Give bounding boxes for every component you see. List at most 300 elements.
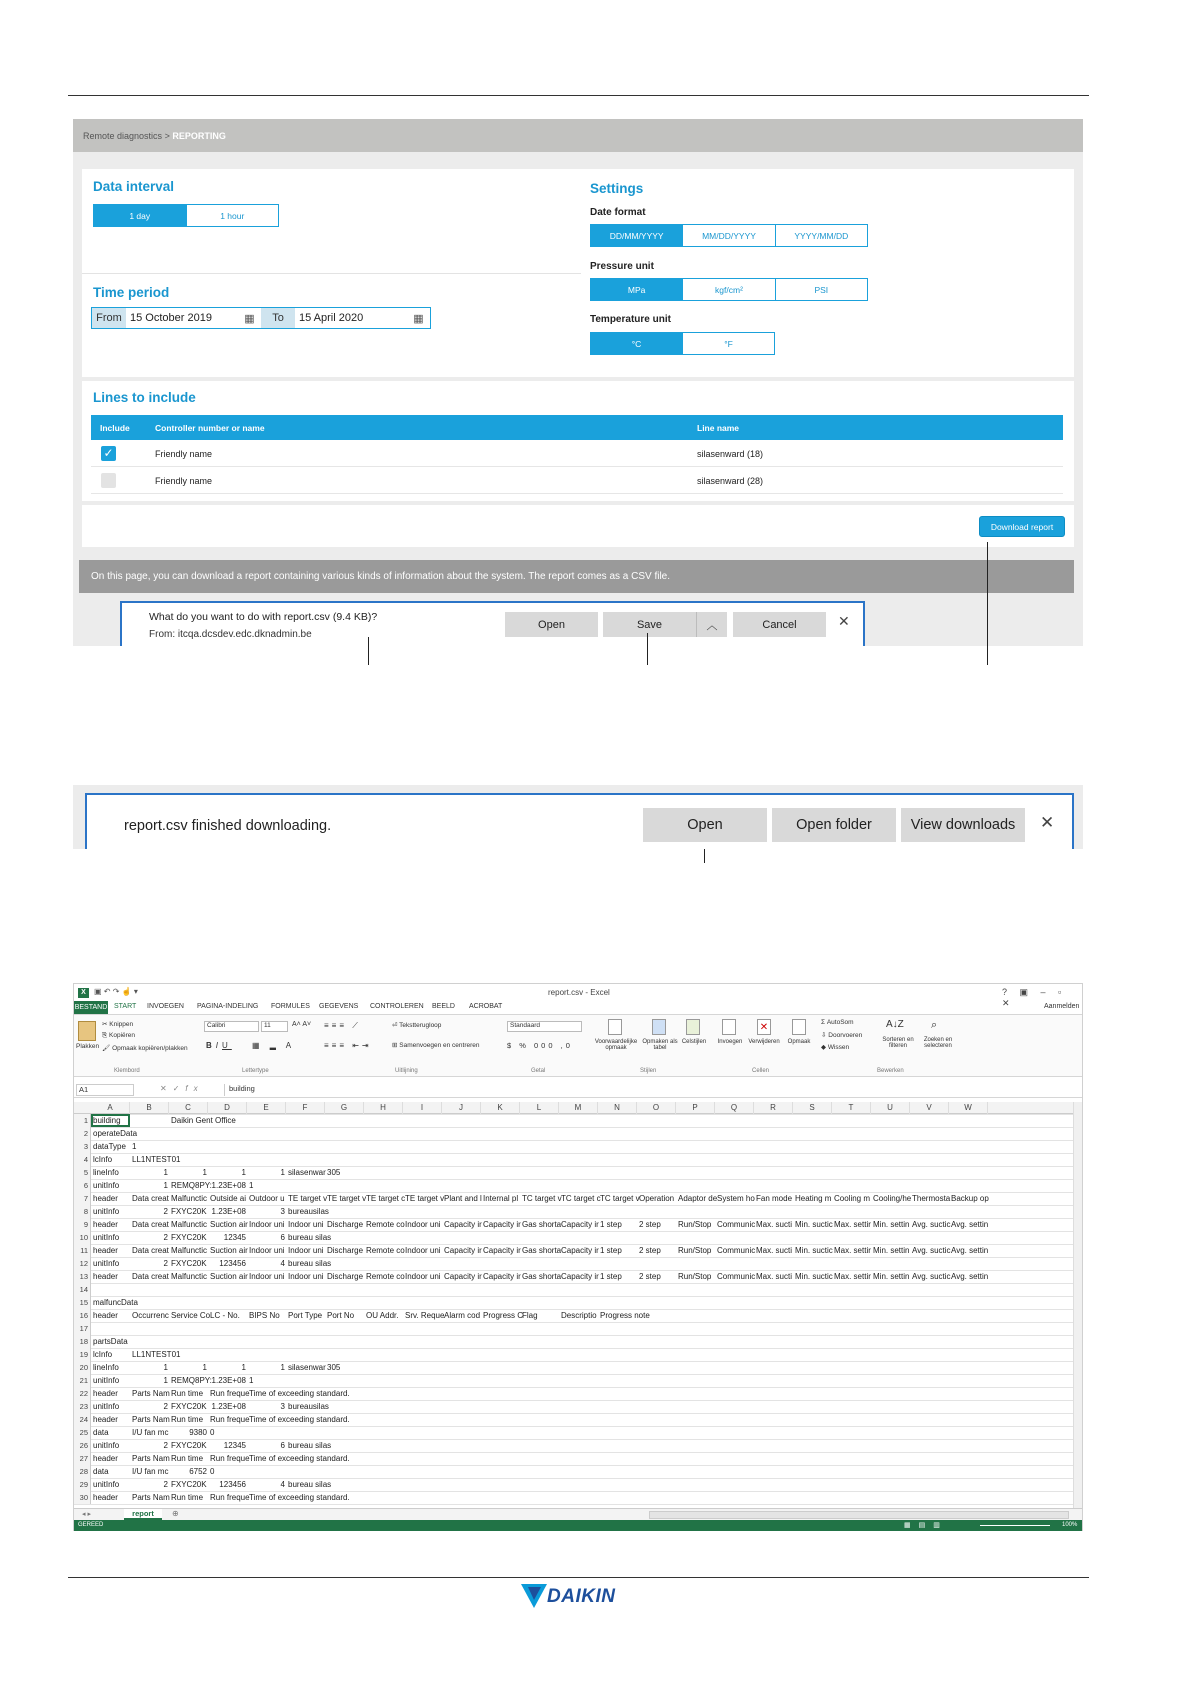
cell[interactable]: malfuncData [93, 1298, 138, 1307]
cell[interactable]: 12345 [223, 1441, 246, 1450]
to-date-input[interactable]: 15 April 2020 [299, 312, 364, 324]
cell[interactable]: Capacity ir [561, 1246, 599, 1255]
cell[interactable]: 305 [327, 1168, 341, 1177]
number-format-select[interactable]: Standaard [507, 1021, 582, 1032]
formula-input[interactable]: building [224, 1084, 1074, 1096]
zoom-slider[interactable] [980, 1525, 1050, 1526]
view-mode-icons[interactable]: ▦▤▥ [904, 1522, 948, 1529]
cell[interactable]: Data creat [132, 1194, 169, 1203]
column-header[interactable]: E [247, 1102, 286, 1114]
pressure-mpa[interactable]: MPa [591, 279, 683, 300]
cell[interactable]: 1 [249, 1181, 254, 1190]
row-header[interactable]: 17 [74, 1322, 91, 1335]
cell[interactable]: OU Addr. [366, 1311, 399, 1320]
cell[interactable]: Communic [717, 1220, 756, 1229]
cell[interactable]: bureau silas [288, 1480, 332, 1489]
interval-1-hour[interactable]: 1 hour [220, 210, 245, 221]
cell[interactable]: Indoor uni [405, 1272, 441, 1281]
cell[interactable]: 1 [163, 1168, 168, 1177]
cell[interactable]: unitInfo [93, 1181, 120, 1190]
temperature-fahrenheit[interactable]: °F [724, 338, 733, 349]
cell[interactable]: Avg. settin [951, 1246, 989, 1255]
cell[interactable]: TE target c [366, 1194, 406, 1203]
cell[interactable]: Plant and l [444, 1194, 482, 1203]
cell[interactable]: Discharge [327, 1272, 364, 1281]
cell[interactable]: Malfunctic [171, 1272, 208, 1281]
bold-italic-underline-icon[interactable]: BIU [206, 1041, 232, 1050]
cell[interactable]: Indoor uni [405, 1246, 441, 1255]
cell[interactable]: Run time [171, 1415, 204, 1424]
cell[interactable]: Remote co [366, 1220, 405, 1229]
add-sheet-icon[interactable]: ⊕ [172, 1509, 179, 1518]
wrap-text-button[interactable] [392, 1021, 441, 1029]
include-checkbox-unchecked[interactable] [101, 473, 116, 488]
cell[interactable]: Time of exceeding standard. [249, 1454, 350, 1463]
cell[interactable]: Service Co [171, 1311, 211, 1320]
cell[interactable]: Run time [171, 1493, 204, 1502]
cell[interactable]: header [93, 1389, 118, 1398]
cell[interactable]: operateData [93, 1129, 138, 1138]
cell[interactable]: TC target c [561, 1194, 601, 1203]
cell[interactable]: Heating m [795, 1194, 832, 1203]
cell[interactable]: I/U fan mc [132, 1428, 169, 1437]
cell[interactable]: Run time [171, 1454, 204, 1463]
row-header[interactable]: 23 [74, 1400, 91, 1413]
column-header[interactable]: G [325, 1102, 364, 1114]
cell[interactable]: 4 [280, 1259, 285, 1268]
format-painter-button[interactable] [102, 1044, 188, 1052]
cell[interactable]: Avg. settin [951, 1220, 989, 1229]
column-header[interactable]: R [754, 1102, 793, 1114]
cell[interactable]: Max. settir [834, 1220, 871, 1229]
insert-cells-button[interactable]: Invoegen [717, 1039, 743, 1045]
column-header[interactable]: F [286, 1102, 325, 1114]
cell[interactable]: Min. settin [873, 1220, 910, 1229]
cell[interactable]: Port Type [288, 1311, 323, 1320]
calendar-icon[interactable]: ▦ [413, 312, 424, 325]
row-header[interactable]: 25 [74, 1426, 91, 1439]
cell[interactable]: Indoor uni [288, 1220, 324, 1229]
window-controls-icon[interactable]: ? ▣ – ▫ ✕ [1002, 987, 1067, 1008]
cell[interactable]: Daikin Gent Office [171, 1116, 236, 1125]
cell[interactable]: unitInfo [93, 1233, 120, 1242]
signin-link[interactable]: Aanmelden [1044, 1003, 1080, 1010]
cell[interactable]: data [93, 1467, 109, 1476]
cell[interactable]: Run/Stop [678, 1272, 712, 1281]
cell[interactable]: LC - No. [210, 1311, 240, 1320]
cell[interactable]: 1.23E+08 [211, 1181, 246, 1190]
cell[interactable]: 6 [280, 1441, 285, 1450]
date-format-yyyymmdd[interactable]: YYYY/MM/DD [794, 230, 849, 241]
column-header[interactable]: S [793, 1102, 832, 1114]
cell[interactable]: Capacity ir [444, 1220, 482, 1229]
cell[interactable]: Parts Nam [132, 1454, 170, 1463]
cell[interactable]: TE target v [288, 1194, 328, 1203]
cell[interactable]: unitInfo [93, 1376, 120, 1385]
cell[interactable]: 4 [280, 1480, 285, 1489]
column-header[interactable]: L [520, 1102, 559, 1114]
cell[interactable]: Capacity ir [561, 1272, 599, 1281]
cell[interactable]: Parts Nam [132, 1389, 170, 1398]
cell[interactable]: 1 [249, 1376, 254, 1385]
column-header[interactable]: W [949, 1102, 988, 1114]
row-header[interactable]: 15 [74, 1296, 91, 1309]
cell[interactable]: 1 [202, 1363, 207, 1372]
cell[interactable]: Remote co [366, 1272, 405, 1281]
cell[interactable]: Capacity ir [483, 1220, 521, 1229]
cell[interactable]: 3 [280, 1207, 285, 1216]
cell[interactable]: FXYC20K [171, 1441, 207, 1450]
cell[interactable]: Suction air [210, 1246, 248, 1255]
cell[interactable]: 123456 [219, 1480, 246, 1489]
name-box[interactable]: A1 [76, 1084, 134, 1096]
cell[interactable]: Run/Stop [678, 1220, 712, 1229]
cell[interactable]: unitInfo [93, 1441, 120, 1450]
cell[interactable]: header [93, 1311, 118, 1320]
column-header[interactable]: K [481, 1102, 520, 1114]
column-header[interactable]: N [598, 1102, 637, 1114]
cell[interactable]: 2 [163, 1480, 168, 1489]
cell[interactable]: lcInfo [93, 1350, 113, 1359]
row-header[interactable]: 7 [74, 1192, 91, 1205]
cell[interactable]: 2 [163, 1259, 168, 1268]
close-icon[interactable]: ✕ [1040, 813, 1055, 832]
cell[interactable]: unitInfo [93, 1259, 120, 1268]
row-header[interactable]: 4 [74, 1153, 91, 1166]
calendar-icon[interactable]: ▦ [244, 312, 255, 325]
cell[interactable]: 2 [163, 1402, 168, 1411]
cell[interactable]: Alarm cod [444, 1311, 481, 1320]
cell[interactable]: unitInfo [93, 1207, 120, 1216]
cell[interactable]: I/U fan mc [132, 1467, 169, 1476]
cell[interactable]: 0 [210, 1467, 215, 1476]
cell[interactable]: silasenwar [288, 1363, 326, 1372]
cell[interactable]: Parts Nam [132, 1415, 170, 1424]
cell[interactable]: 2 step [639, 1220, 661, 1229]
row-header[interactable]: 20 [74, 1361, 91, 1374]
cell[interactable]: Max. sucti [756, 1272, 793, 1281]
cell[interactable]: 2 step [639, 1246, 661, 1255]
cell[interactable]: Operation [639, 1194, 675, 1203]
cell[interactable]: 1 step [600, 1246, 622, 1255]
cell[interactable]: Indoor uni [249, 1272, 285, 1281]
cell[interactable]: Run/Stop [678, 1246, 712, 1255]
paste-icon[interactable] [78, 1021, 96, 1041]
cell[interactable]: dataType [93, 1142, 126, 1151]
cell[interactable]: Capacity ir [444, 1246, 482, 1255]
cell[interactable]: Data creat [132, 1220, 169, 1229]
cell[interactable]: lineInfo [93, 1168, 119, 1177]
cell[interactable]: 2 step [639, 1272, 661, 1281]
column-header[interactable]: P [676, 1102, 715, 1114]
cell[interactable]: 1 [132, 1142, 137, 1151]
breadcrumb-parent[interactable]: Remote diagnostics [83, 131, 163, 141]
cell[interactable]: Cooling/he [873, 1194, 912, 1203]
cell[interactable]: Max. settir [834, 1272, 871, 1281]
cell[interactable]: Time of exceeding standard. [249, 1493, 350, 1502]
vertical-scrollbar[interactable] [1073, 1102, 1082, 1508]
cell[interactable]: Min. suctic [795, 1246, 833, 1255]
border-fill-color-icon[interactable]: ▦ ▂ A [252, 1041, 296, 1050]
row-header[interactable]: 5 [74, 1166, 91, 1179]
font-size-select[interactable]: 11 [261, 1021, 288, 1032]
cell[interactable]: Min. settin [873, 1272, 910, 1281]
cell[interactable]: 1 [241, 1168, 246, 1177]
font-grow-shrink-icon[interactable]: A˄ A˅ [292, 1021, 312, 1028]
cell[interactable]: partsData [93, 1337, 128, 1346]
cell[interactable]: bureausilas [288, 1207, 329, 1216]
close-icon[interactable]: ✕ [838, 613, 850, 629]
vertical-align-icon[interactable]: ≡≡≡ ⟋ [324, 1021, 361, 1030]
cell[interactable]: 12345 [223, 1233, 246, 1242]
cell[interactable]: FXYC20K [171, 1207, 207, 1216]
row-header[interactable]: 19 [74, 1348, 91, 1361]
cell[interactable]: bureau silas [288, 1259, 332, 1268]
cell[interactable]: REMQ8PY: [171, 1181, 212, 1190]
row-header[interactable]: 30 [74, 1491, 91, 1504]
cell[interactable]: 1 [280, 1168, 285, 1177]
download-report-button[interactable]: Download report [979, 516, 1065, 537]
row-header[interactable]: 6 [74, 1179, 91, 1192]
column-header[interactable]: J [442, 1102, 481, 1114]
cell[interactable]: Descriptio [561, 1311, 597, 1320]
cell[interactable]: Avg. settin [951, 1272, 989, 1281]
column-header[interactable]: U [871, 1102, 910, 1114]
cell[interactable]: Capacity ir [561, 1220, 599, 1229]
cell[interactable]: Data creat [132, 1246, 169, 1255]
row-header[interactable]: 12 [74, 1257, 91, 1270]
cell[interactable]: Progress note [600, 1311, 650, 1320]
cell[interactable]: FXYC20K [171, 1480, 207, 1489]
column-header[interactable]: C [169, 1102, 208, 1114]
cell[interactable]: BIPS No [249, 1311, 280, 1320]
cell[interactable]: Communic [717, 1246, 756, 1255]
quick-access-toolbar-icon[interactable]: ▣ ↶ ↷ ☝ ▾ [94, 987, 138, 996]
cut-button[interactable] [102, 1020, 133, 1028]
column-header[interactable]: T [832, 1102, 871, 1114]
cell[interactable]: Malfunctic [171, 1220, 208, 1229]
cell[interactable]: Avg. suctic [912, 1246, 951, 1255]
cell[interactable]: Capacity ir [444, 1272, 482, 1281]
cell[interactable]: 3 [280, 1402, 285, 1411]
cell[interactable]: LL1NTEST01 [132, 1155, 181, 1164]
cell[interactable]: header [93, 1246, 118, 1255]
column-header[interactable]: M [559, 1102, 598, 1114]
find-select-button[interactable]: Zoeken en selecteren [923, 1037, 953, 1049]
tab-pagina-indeling[interactable]: PAGINA-INDELING [197, 1003, 259, 1010]
delete-cells-button[interactable]: Verwijderen [748, 1039, 780, 1045]
cell[interactable]: LL1NTEST01 [132, 1350, 181, 1359]
row-header[interactable]: 11 [74, 1244, 91, 1257]
row-header[interactable]: 2 [74, 1127, 91, 1140]
view-downloads-button[interactable]: View downloads [901, 808, 1025, 842]
cell[interactable]: 1.23E+08 [211, 1376, 246, 1385]
cell[interactable]: 305 [327, 1363, 341, 1372]
column-header[interactable]: H [364, 1102, 403, 1114]
tab-acrobat[interactable]: ACROBAT [469, 1003, 503, 1010]
cell[interactable]: Outdoor u [249, 1194, 285, 1203]
cell[interactable]: header [93, 1454, 118, 1463]
row-header[interactable]: 27 [74, 1452, 91, 1465]
copy-button[interactable] [102, 1032, 135, 1040]
cell[interactable]: Adaptor de [678, 1194, 718, 1203]
cell[interactable]: Communic [717, 1272, 756, 1281]
cell[interactable]: 0 [210, 1428, 215, 1437]
cell[interactable]: Progress C [483, 1311, 524, 1320]
autosum-button[interactable] [821, 1019, 854, 1026]
cell[interactable]: Port No [327, 1311, 355, 1320]
cell[interactable]: 6 [280, 1233, 285, 1242]
row-header[interactable]: 10 [74, 1231, 91, 1244]
sheet-nav-icon[interactable]: ◂ ▸ [82, 1511, 91, 1518]
cell[interactable]: Indoor uni [405, 1220, 441, 1229]
save-options-chevron-up-icon[interactable]: ︿ [696, 612, 727, 637]
cell[interactable]: Gas shorta [522, 1272, 562, 1281]
cell[interactable]: 1.23E+08 [211, 1402, 246, 1411]
cell[interactable]: Min. settin [873, 1246, 910, 1255]
cell[interactable]: Indoor uni [249, 1246, 285, 1255]
row-header[interactable]: 26 [74, 1439, 91, 1452]
cell[interactable]: Run time [171, 1389, 204, 1398]
cell[interactable]: building [93, 1116, 121, 1125]
cell[interactable]: Fan mode [756, 1194, 793, 1203]
cell[interactable]: Cooling m [834, 1194, 871, 1203]
cell[interactable]: 2 [163, 1441, 168, 1450]
cell[interactable]: Occurrenc [132, 1311, 169, 1320]
cancel-button[interactable]: Cancel [733, 612, 826, 637]
cell[interactable]: Gas shorta [522, 1246, 562, 1255]
cell[interactable]: Capacity ir [483, 1246, 521, 1255]
cell[interactable]: 1 [202, 1168, 207, 1177]
cell[interactable]: silasenwar [288, 1168, 326, 1177]
cell[interactable]: Parts Nam [132, 1493, 170, 1502]
tab-controleren[interactable]: CONTROLEREN [370, 1003, 424, 1010]
clear-button[interactable] [821, 1043, 849, 1051]
cell[interactable]: bureau silas [288, 1441, 332, 1450]
column-header[interactable]: A [91, 1102, 130, 1114]
cell[interactable]: Flag [522, 1311, 538, 1320]
cell[interactable]: unitInfo [93, 1402, 120, 1411]
cell[interactable]: FXYC20K [171, 1259, 207, 1268]
interval-1-day[interactable]: 1 day [94, 205, 187, 226]
cell[interactable]: Indoor uni [288, 1246, 324, 1255]
row-header[interactable]: 29 [74, 1478, 91, 1491]
cell[interactable]: Avg. suctic [912, 1220, 951, 1229]
cell[interactable]: 1 [163, 1363, 168, 1372]
cell[interactable]: 1 [241, 1363, 246, 1372]
from-date-input[interactable]: 15 October 2019 [130, 312, 212, 324]
cell[interactable]: FXYC20K [171, 1233, 207, 1242]
cell[interactable]: TE target v [405, 1194, 445, 1203]
cell[interactable]: header [93, 1272, 118, 1281]
cell[interactable]: REMQ8PY: [171, 1376, 212, 1385]
temperature-celsius[interactable]: °C [591, 333, 683, 354]
cell[interactable]: Gas shorta [522, 1220, 562, 1229]
column-header[interactable]: O [637, 1102, 676, 1114]
cell[interactable]: Backup op [951, 1194, 989, 1203]
row-header[interactable]: 22 [74, 1387, 91, 1400]
formula-icons[interactable]: ✕✓fx [160, 1084, 204, 1093]
cell[interactable]: Max. sucti [756, 1220, 793, 1229]
cell[interactable]: Malfunctic [171, 1246, 208, 1255]
cell[interactable]: Discharge [327, 1246, 364, 1255]
merge-center-button[interactable] [392, 1041, 480, 1049]
tab-formules[interactable]: FORMULES [271, 1003, 310, 1010]
font-name-select[interactable]: Calibri [204, 1021, 259, 1032]
cell[interactable]: Run freque [210, 1389, 250, 1398]
open-button[interactable]: Open [643, 808, 767, 842]
column-header[interactable]: V [910, 1102, 949, 1114]
cell[interactable]: 1 step [600, 1272, 622, 1281]
cell[interactable]: System ho [717, 1194, 755, 1203]
row-header[interactable]: 3 [74, 1140, 91, 1153]
cell[interactable]: Run freque [210, 1415, 250, 1424]
cell[interactable]: Min. suctic [795, 1272, 833, 1281]
horizontal-scrollbar[interactable] [649, 1511, 1069, 1519]
cell[interactable]: Suction air [210, 1272, 248, 1281]
cell[interactable]: header [93, 1220, 118, 1229]
format-cells-button[interactable]: Opmaak [787, 1039, 811, 1045]
date-format-ddmmyyyy[interactable]: DD/MM/YYYY [591, 225, 683, 246]
row-header[interactable]: 14 [74, 1283, 91, 1296]
cell[interactable]: bureau silas [288, 1233, 332, 1242]
cell[interactable]: Data creat [132, 1272, 169, 1281]
cell[interactable]: Discharge [327, 1220, 364, 1229]
cell[interactable]: Malfunctic [171, 1194, 208, 1203]
column-header[interactable]: D [208, 1102, 247, 1114]
tab-gegevens[interactable]: GEGEVENS [319, 1003, 359, 1010]
cell[interactable]: 1 [163, 1181, 168, 1190]
cell[interactable]: Indoor uni [288, 1272, 324, 1281]
cell[interactable]: Capacity ir [483, 1272, 521, 1281]
cell[interactable]: Run freque [210, 1493, 250, 1502]
cell[interactable]: bureausilas [288, 1402, 329, 1411]
cell[interactable]: lcInfo [93, 1155, 113, 1164]
open-folder-button[interactable]: Open folder [772, 808, 896, 842]
cell[interactable]: Avg. suctic [912, 1272, 951, 1281]
row-header[interactable]: 18 [74, 1335, 91, 1348]
tab-bestand[interactable]: BESTAND [74, 1001, 108, 1014]
cell[interactable]: 1.23E+08 [211, 1207, 246, 1216]
pressure-psi[interactable]: PSI [814, 284, 829, 295]
cell[interactable]: Thermosta [912, 1194, 951, 1203]
save-button[interactable]: Save [603, 612, 696, 637]
cell-styles-button[interactable]: Celstijlen [681, 1039, 707, 1045]
cell[interactable]: 9380 [189, 1428, 207, 1437]
cell[interactable]: Min. suctic [795, 1220, 833, 1229]
cell[interactable]: Time of exceeding standard. [249, 1415, 350, 1424]
tab-beeld[interactable]: BEELD [432, 1003, 455, 1010]
cell[interactable]: 6752 [189, 1467, 207, 1476]
row-header[interactable]: 1 [74, 1114, 91, 1127]
fill-button[interactable] [821, 1031, 862, 1039]
conditional-format-button[interactable]: Voorwaardelijke opmaak [594, 1039, 638, 1051]
sort-filter-button[interactable]: Sorteren en filteren [882, 1037, 914, 1049]
cell[interactable]: Outside ai [210, 1194, 247, 1203]
date-format-mmddyyyy[interactable]: MM/DD/YYYY [683, 225, 775, 246]
cell[interactable]: data [93, 1428, 109, 1437]
cell[interactable]: Indoor uni [249, 1220, 285, 1229]
include-checkbox-checked[interactable]: ✓ [101, 446, 116, 461]
cell[interactable]: Remote co [366, 1246, 405, 1255]
pressure-kgf[interactable]: kgf/cm² [683, 279, 775, 300]
cell[interactable]: 2 [163, 1233, 168, 1242]
cell[interactable]: Time of exceeding standard. [249, 1389, 350, 1398]
row-header[interactable]: 24 [74, 1413, 91, 1426]
number-format-icons[interactable]: $ % 000 ,0 [507, 1041, 573, 1050]
cell[interactable]: Srv. Reque [405, 1311, 445, 1320]
row-header[interactable]: 8 [74, 1205, 91, 1218]
